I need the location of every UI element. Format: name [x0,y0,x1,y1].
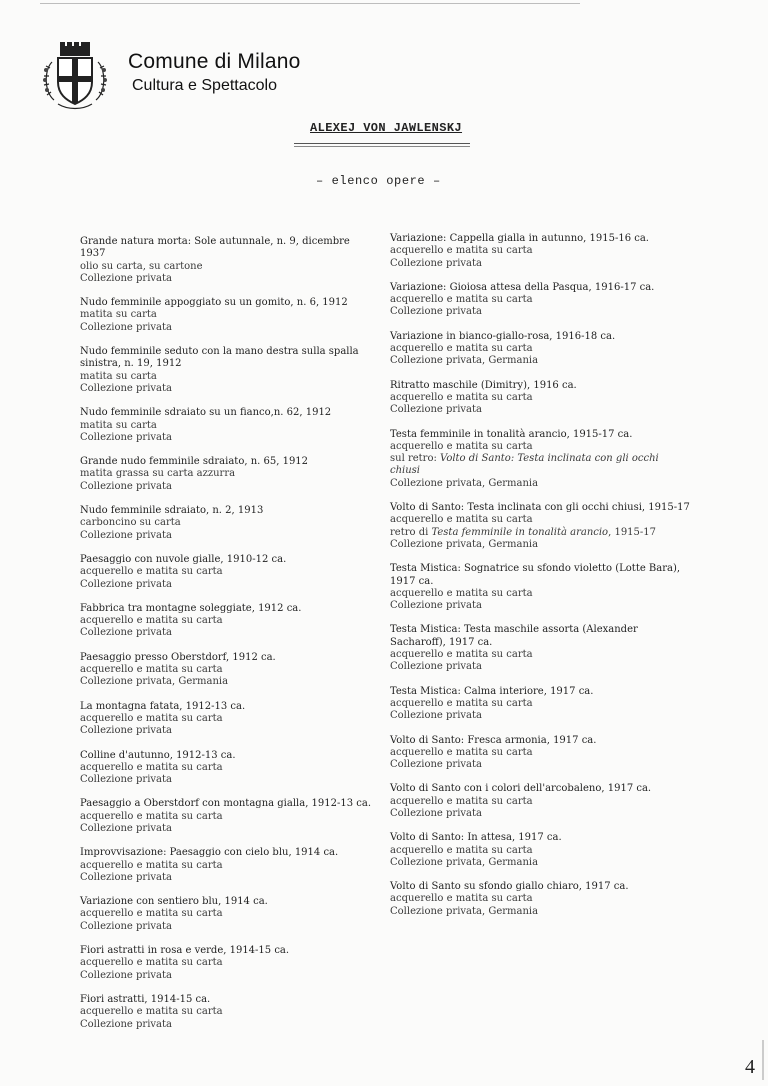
artwork-title: Variazione: Gioiosa attesa della Pasqua, 1916-17 ca. [390,281,655,293]
artwork-entry [390,735,690,772]
artwork-collection: Collezione privata, Germania [390,538,539,550]
artwork-collection: Collezione privata [390,404,482,416]
artwork-title: Testa Mistica: Sognatrice su sfondo violetto (Lotte Bara), 1917 ca. [390,563,681,587]
artwork-collection: Collezione privata [80,725,172,737]
note-italic-title: Volto di Santo: Testa inclinata con gli occhi chiusi [390,453,659,477]
note-suffix: , 1915-17 [608,526,657,538]
artwork-medium: acquerello e matita su carta [390,697,533,709]
artwork-collection: Collezione privata [390,807,482,819]
artwork-title: Variazione: Cappella gialla in autunno, 1915-16 ca. [390,233,649,244]
artwork-title: Nudo femminile appoggiato su un gomito, n. 6, 1912 [80,297,348,309]
artwork-entry [80,847,376,884]
artwork-title: Colline d'autunno, 1912-13 ca. [80,749,236,761]
artwork-entry [390,502,690,551]
artwork-collection: Collezione privata [80,774,172,786]
artwork-entry [80,652,376,689]
artwork-title: Improvvisazione: Paesaggio con cielo blu, 1914 ca. [80,847,339,859]
artwork-medium: acquerello e matita su carta [390,343,533,355]
artwork-collection: Collezione privata [390,759,482,771]
artwork-entry [80,346,376,395]
artwork-title: Nudo femminile sdraiato, n. 2, 1913 [80,505,264,517]
org-name: Comune di Milano [128,50,301,73]
artwork-collection: Collezione privata [80,321,172,333]
artwork-medium: acquerello e matita su carta [390,514,533,526]
artwork-medium: acquerello e matita su carta [80,810,223,822]
artwork-entry [390,881,690,918]
artwork-title: Testa Mistica: Calma interiore, 1917 ca. [390,685,594,697]
artwork-medium: acquerello e matita su carta [390,294,533,306]
artwork-entry [80,701,376,738]
artwork-title: Variazione in bianco-giallo-rosa, 1916-18 ca. [390,330,616,342]
artwork-entry [80,750,376,787]
artwork-medium: acquerello e matita su carta [80,957,223,969]
artwork-medium: acquerello e matita su carta [80,566,223,578]
artwork-medium: matita su carta [80,370,157,382]
artwork-entry [390,563,690,612]
artwork-collection: Collezione privata [80,382,172,394]
artwork-collection: Collezione privata [390,661,482,673]
artwork-collection: Collezione privata [390,600,482,612]
artwork-collection: Collezione privata, Germania [390,905,539,917]
artwork-medium: acquerello e matita su carta [80,1006,223,1018]
title-underline [294,143,470,144]
artwork-title: Paesaggio presso Oberstdorf, 1912 ca. [80,651,276,663]
artwork-entry [80,603,376,640]
artwork-collection: Collezione privata, Germania [390,355,539,367]
artwork-collection: Collezione privata [80,969,172,981]
scan-edge-mark [762,1040,764,1080]
artwork-entry [390,282,690,319]
artwork-entry [390,686,690,723]
artwork-medium: acquerello e matita su carta [390,795,533,807]
left-column [80,236,376,1043]
artwork-collection: Collezione privata, Germania [80,676,229,688]
artwork-medium: acquerello e matita su carta [390,245,533,257]
artwork-title: La montagna fatata, 1912-13 ca. [80,700,246,712]
artwork-collection: Collezione privata, Germania [390,856,539,868]
artwork-collection: Collezione privata [390,710,482,722]
note-prefix: sul retro: [390,453,441,465]
artwork-medium: matita su carta [80,309,157,321]
artwork-medium: olio su carta, su cartone [80,260,203,272]
artwork-title: Variazione con sentiero blu, 1914 ca. [80,896,268,908]
artwork-medium: matita grassa su carta azzurra [80,468,236,480]
artwork-collection: Collezione privata [80,480,172,492]
artwork-entry [390,832,690,869]
artwork-title: Volto di Santo su sfondo giallo chiaro, 1917 ca. [390,881,629,893]
artwork-entry [80,297,376,334]
artwork-collection: Collezione privata [80,529,172,541]
artwork-entry [80,236,376,285]
artwork-entry [390,331,690,368]
artwork-title: Volto di Santo: Fresca armonia, 1917 ca. [390,734,597,746]
artwork-entry [390,429,690,490]
artwork-entry [80,798,376,835]
artwork-title: Volto di Santo: Testa inclinata con gli occhi chiusi, 1915-17 [390,502,690,514]
list-subtitle: – elenco opere – [316,174,441,188]
artwork-entry [390,380,690,417]
artwork-medium: acquerello e matita su carta [390,440,533,452]
artwork-medium: acquerello e matita su carta [390,893,533,905]
artwork-entry [80,994,376,1031]
artwork-medium: acquerello e matita su carta [80,615,223,627]
artwork-entry [80,456,376,493]
artwork-collection: Collezione privata [80,1018,172,1030]
artwork-title: Volto di Santo con i colori dell'arcobaleno, 1917 ca. [390,783,652,795]
artwork-medium: acquerello e matita su carta [390,649,533,661]
artwork-entry [80,407,376,444]
artwork-medium: acquerello e matita su carta [390,746,533,758]
artwork-collection: Collezione privata [80,920,172,932]
artwork-title: Testa femminile in tonalità arancio, 1915-17 ca. [390,428,633,440]
artwork-medium: acquerello e matita su carta [80,712,223,724]
artist-title: ALEXEJ VON JAWLENSKJ [310,121,463,135]
artwork-title: Nudo femminile sdraiato su un fianco,n. 62, 1912 [80,407,332,419]
artwork-entry [80,896,376,933]
note-italic-title: Testa femminile in tonalità arancio [431,526,609,538]
artwork-collection: Collezione privata [80,822,172,834]
milan-coat-of-arms-icon [38,40,112,114]
artwork-collection: Collezione privata [80,871,172,883]
org-header [128,50,300,95]
artwork-title: Fiori astratti, 1914-15 ca. [80,993,211,1005]
artwork-collection: Collezione privata [390,306,482,318]
artwork-medium: acquerello e matita su carta [390,587,533,599]
artwork-title: Testa Mistica: Testa maschile assorta (Alexander Sacharoff), 1917 ca. [390,624,638,648]
artwork-medium: acquerello e matita su carta [390,391,533,403]
artwork-entry [390,233,690,270]
artwork-entry [390,624,690,673]
artwork-title: Fabbrica tra montagne soleggiate, 1912 ca. [80,602,302,614]
artwork-entry [80,554,376,591]
artwork-collection: Collezione privata [80,431,172,443]
artwork-title: Grande natura morta: Sole autunnale, n. 9, dicembre 1937 [80,236,350,260]
artwork-title: Volto di Santo: In attesa, 1917 ca. [390,832,562,844]
artwork-collection: Collezione privata [80,578,172,590]
artwork-medium: acquerello e matita su carta [80,761,223,773]
artwork-title: Nudo femminile seduto con la mano destra sulla spalla sinistra, n. 19, 1912 [80,346,359,370]
artwork-note [390,453,690,478]
top-scan-line [40,3,580,4]
artwork-title: Grande nudo femminile sdraiato, n. 65, 1912 [80,456,309,468]
org-department: Cultura e Spettacolo [132,77,277,94]
artwork-title: Fiori astratti in rosa e verde, 1914-15 ca. [80,945,290,957]
artwork-medium: acquerello e matita su carta [390,844,533,856]
artwork-entry [80,505,376,542]
page-number: 4 [745,1056,755,1078]
artwork-medium: acquerello e matita su carta [80,859,223,871]
artwork-medium: matita su carta [80,419,157,431]
artwork-medium: acquerello e matita su carta [80,664,223,676]
artwork-collection: Collezione privata [80,627,172,639]
artwork-collection: Collezione privata [80,272,172,284]
title-underline-second [294,146,470,147]
artwork-title: Paesaggio con nuvole gialle, 1910-12 ca. [80,553,287,565]
right-column [390,233,690,930]
artwork-medium: acquerello e matita su carta [80,908,223,920]
artwork-collection: Collezione privata, Germania [390,477,539,489]
artwork-note [390,527,690,539]
artwork-entry [390,783,690,820]
artwork-title: Ritratto maschile (Dimitry), 1916 ca. [390,379,577,391]
note-prefix: retro di [390,526,432,538]
artwork-collection: Collezione privata [390,257,482,269]
artwork-medium: carboncino su carta [80,517,181,529]
artwork-entry [80,945,376,982]
artwork-title: Paesaggio a Oberstdorf con montagna gialla, 1912-13 ca. [80,798,372,810]
